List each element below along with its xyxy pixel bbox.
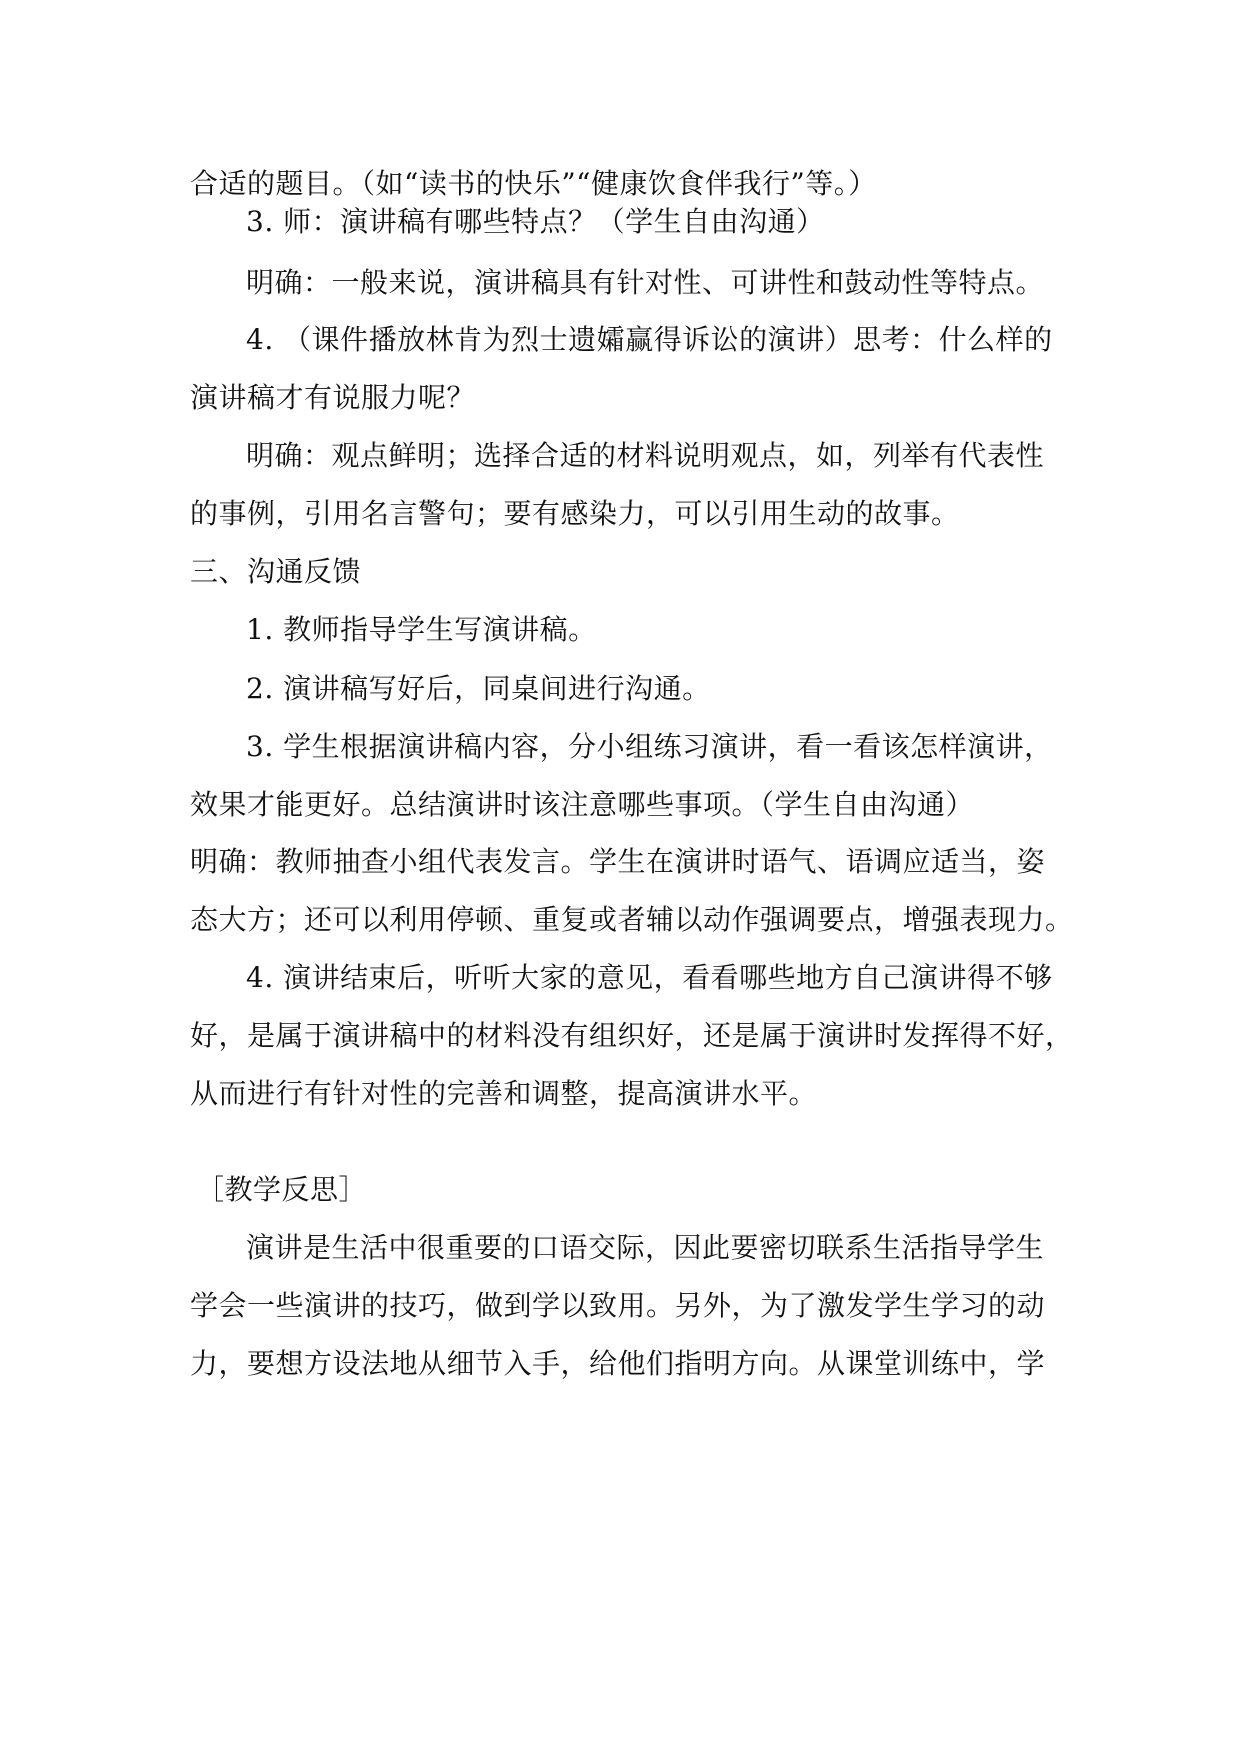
text-line: 好，是属于演讲稿中的材料没有组织好，还是属于演讲时发挥得不好，: [190, 1019, 1074, 1052]
text-line: 学会一些演讲的技巧，做到学以致用。另外，为了激发学生学习的动: [190, 1289, 1046, 1322]
text-line: 态大方；还可以利用停顿、重复或者辅以动作强调要点，增强表现力。: [190, 903, 1074, 936]
text-line: 演讲稿才有说服力呢？: [190, 381, 476, 414]
text-line: 3. 学生根据演讲稿内容，分小组练习演讲，看一看该怎样演讲，: [246, 730, 1053, 763]
text-line: 的事例，引用名言警句；要有感染力，可以引用生动的故事。: [190, 497, 960, 530]
text-line: 1. 教师指导学生写演讲稿。: [246, 613, 597, 646]
text-line: 4. 演讲结束后，听听大家的意见，看看哪些地方自己演讲得不够: [246, 961, 1053, 994]
text-line: 从而进行有针对性的完善和调整，提高演讲水平。: [190, 1077, 818, 1110]
text-line: 明确：一般来说，演讲稿具有针对性、可讲性和鼓动性等特点。: [246, 266, 1045, 299]
text-line: 效果才能更好。总结演讲时该注意哪些事项。（学生自由沟通）: [190, 788, 975, 821]
text-line: 合适的题目。（如“读书的快乐”“健康饮食伴我行”等。）: [190, 167, 877, 200]
section-heading: ［教学反思］: [196, 1173, 368, 1206]
text-line: 明确：观点鲜明；选择合适的材料说明观点，如，列举有代表性: [246, 439, 1045, 472]
text-line: 3. 师：演讲稿有哪些特点？（学生自由沟通）: [246, 205, 825, 238]
section-heading: 三、沟通反馈: [190, 555, 362, 588]
text-line: 2. 演讲稿写好后，同桌间进行沟通。: [246, 672, 711, 705]
text-line: 4. （课件播放林肯为烈士遗孀赢得诉讼的演讲）思考：什么样的: [246, 323, 1053, 356]
text-line: 演讲是生活中很重要的口语交际，因此要密切联系生活指导学生: [246, 1231, 1045, 1264]
text-line: 力，要想方设法地从细节入手，给他们指明方向。从课堂训练中，学: [190, 1347, 1046, 1380]
text-line: 明确：教师抽查小组代表发言。学生在演讲时语气、语调应适当，姿: [190, 845, 1046, 878]
